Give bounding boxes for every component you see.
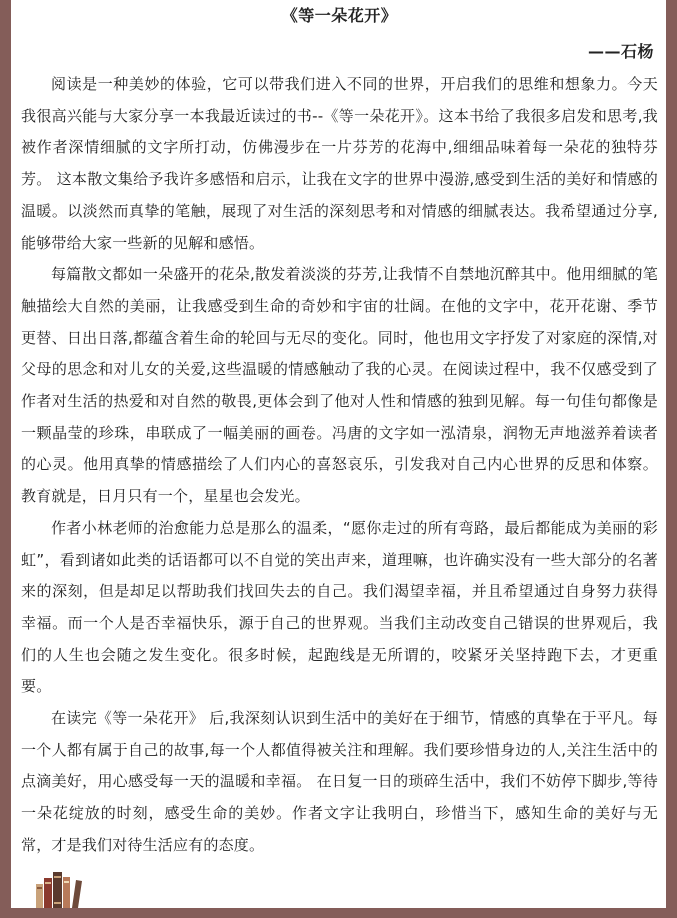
article — [21, 0, 658, 862]
paragraph-4: 在读完《等一朵花开》 后,我深刻认识到生活中的美好在于细节，情感的真挚在于平凡。每一个人都有属于自己的故事,每一个人都值得被关注和理解。我们要珍惜身边的人,关注生活中的点滴美好，用心感受每一天的温暖和幸福。 在日复一日的琐碎生活中，我们不妨停下脚步,等待一朵花绽放的时刻，感受生命的美妙。作者文字让我明白，珍惜当下，感知生命的美好与无常，才是我们对待生活应有的态度。 — [21, 709, 658, 854]
paragraph-1: 阅读是一种美妙的体验，它可以带我们进入不同的世界，开启我们的思维和想象力。今天我很高兴能与大家分享一本我最近读过的书--《等一朵花开》。这本书给了我很多启发和思考,我被作者深情细腻的文字所打动，仿佛漫步在一片芬芳的花海中,细细品味着每一朵花的独特芬芳。 这本散文集给予我许多感悟和启示，让我在文字的世界中漫游,感受到生活的美好和情感的温暖。以淡然而真挚的笔触，展现了对生活的深刻思考和对情感的细腻表达。我希望通过分享,能够带给大家一些新的见解和感悟。 — [21, 75, 658, 252]
paragraph-3: 作者小林老师的治愈能力总是那么的温柔，“愿你走过的所有弯路，最后都能成为美丽的彩虹”，看到诸如此类的话语都可以不自觉的笑出声来，道理嘛，也许确实没有一些大部分的名著来的深刻，但是却足以帮助我们找回失去的自己。我们渴望幸福，并且希望通过自身努力获得幸福。而一个人是否幸福快乐，源于自己的世界观。当我们主动改变自己错误的世界观后，我们的人生也会随之发生变化。很多时候，起跑线是无所谓的，咬紧牙关坚持跑下去，才更重要。 — [21, 518, 658, 696]
frame-border-right — [666, 0, 677, 918]
books-icon — [36, 872, 84, 908]
paragraph-2: 每篇散文都如一朵盛开的花朵,散发着淡淡的芬芳,让我情不自禁地沉醉其中。他用细腻的笔触描绘大自然的美丽，让我感受到生命的奇妙和宇宙的壮阔。在他的文字中，花开花谢、季节更替、日出日落,都蕴含着生命的轮回与无尽的变化。同时，他也用文字抒发了对家庭的深情,对父母的思念和对儿女的关爱,这些温暖的情感触动了我的心灵。在阅读过程中，我不仅感受到了作者对生活的热爱和对自然的敬畏,更体会到了他对人性和情感的独到见解。每一句佳句都像是一颗晶莹的珍珠，串联成了一幅美丽的画卷。冯唐的文字如一泓清泉，润物无声地滋养着读者的心灵。他用真挚的情感描绘了人们内心的喜怒哀乐，引发我对自己内心世界的反思和体察。教育就是，日月只有一个，星星也会发光。 — [21, 265, 658, 506]
article-author: ——石杨 — [587, 42, 654, 61]
frame-border-left — [0, 0, 11, 918]
frame-border-bottom — [0, 908, 677, 918]
article-title: 《等一朵花开》 — [281, 6, 398, 25]
